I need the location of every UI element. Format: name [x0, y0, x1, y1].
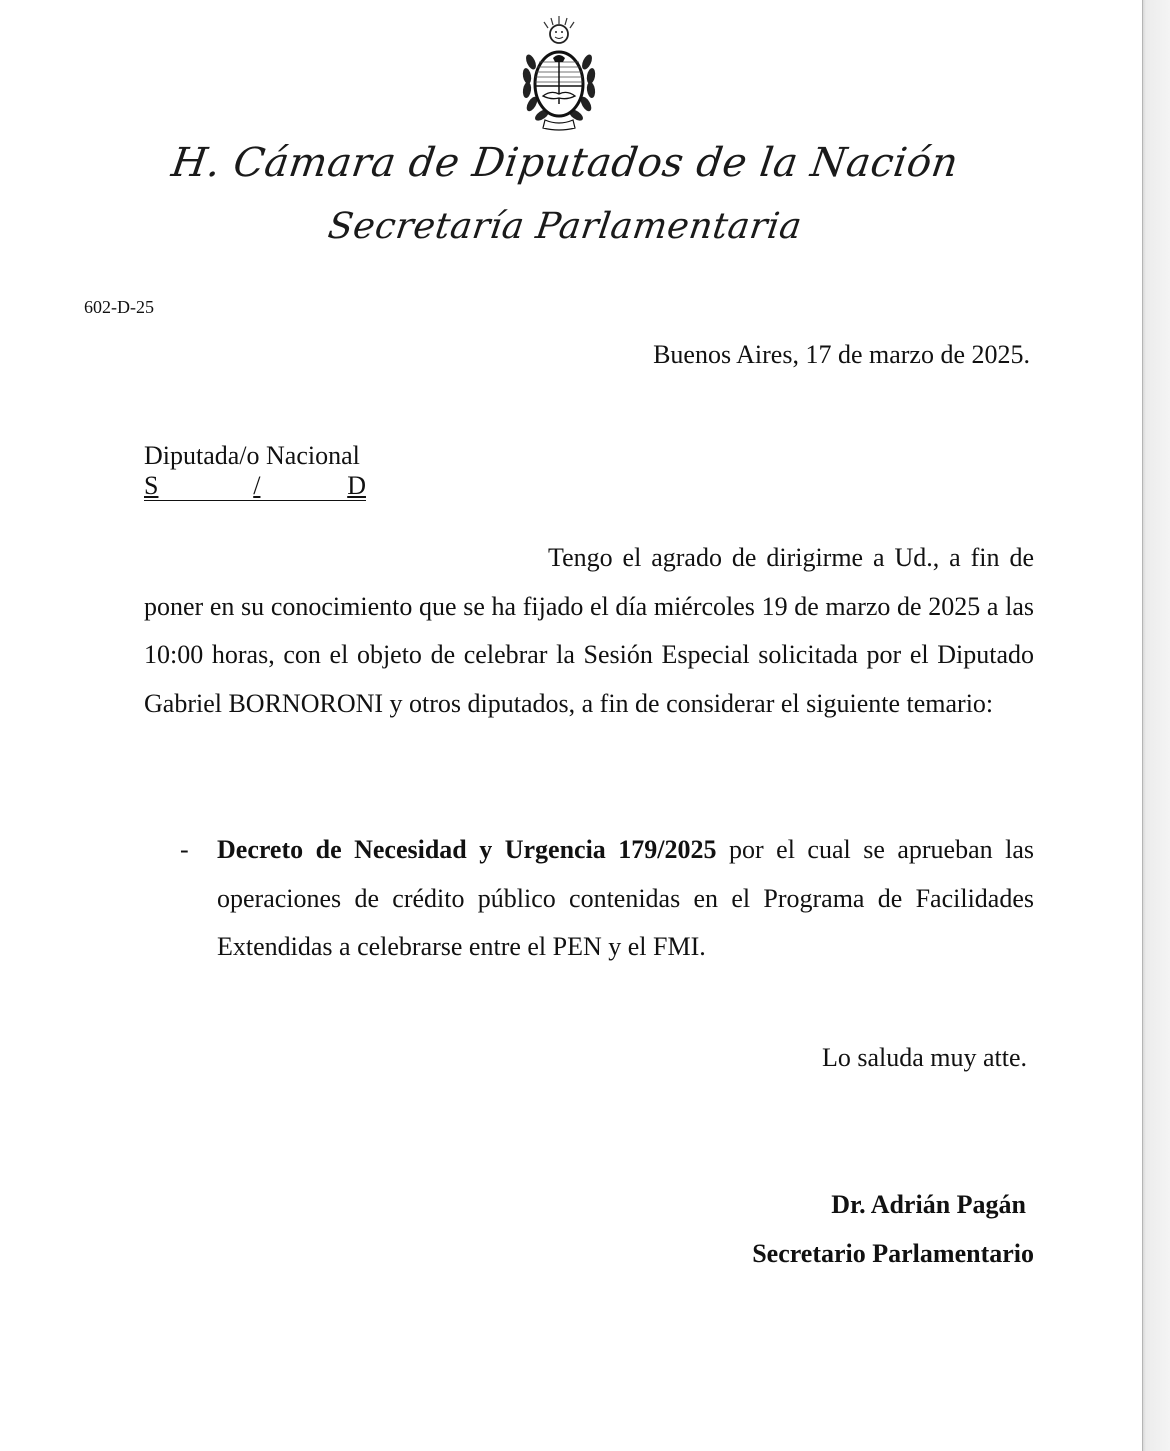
agenda-item-title: Decreto de Necesidad y Urgencia 179/2025	[217, 835, 717, 864]
department-name: Secretaría Parlamentaria	[325, 206, 805, 247]
signatory-name: Dr. Adrián Pagán	[831, 1190, 1026, 1219]
closing-line: Lo saluda muy atte.	[821, 1043, 1027, 1072]
list-dash: -	[180, 835, 189, 864]
coat-of-arms-icon	[515, 12, 603, 132]
sd-d: D	[347, 471, 366, 500]
agenda-item-text	[217, 826, 1034, 972]
institution-name: H. Cámara de Diputados de la Nación	[168, 140, 962, 186]
sd-slash: /	[253, 471, 261, 500]
su-despacho-line	[144, 472, 366, 501]
letter-date: Buenos Aires, 17 de marzo de 2025.	[653, 340, 1030, 369]
agenda-item-description: por el cual se aprueban las operaciones de crédito público contenidas en el Programa de Facilidades Extendidas a celebrarse entre el PEN y el FMI.	[217, 835, 1034, 962]
body-paragraph: Tengo el agrado de dirigirme a Ud., a fin de poner en su conocimiento que se ha fijado el día miércoles 19 de marzo de 2025 a las 10:00 horas, con el objeto de celebrar la Sesión Especial solicitada por el Diputado Gabriel BORNORONI y otros diputados, a fin de considerar el siguiente temario:	[144, 543, 1034, 718]
signatory-title: Secretario Parlamentario	[752, 1239, 1034, 1268]
agenda-item	[180, 826, 1034, 972]
document-reference: 602-D-25	[84, 297, 154, 317]
letter-body	[144, 534, 1034, 728]
page-edge	[1142, 0, 1170, 1451]
addressee-line: Diputada/o Nacional	[144, 441, 360, 470]
addressee-block	[144, 440, 366, 501]
sd-s: S	[144, 471, 159, 500]
